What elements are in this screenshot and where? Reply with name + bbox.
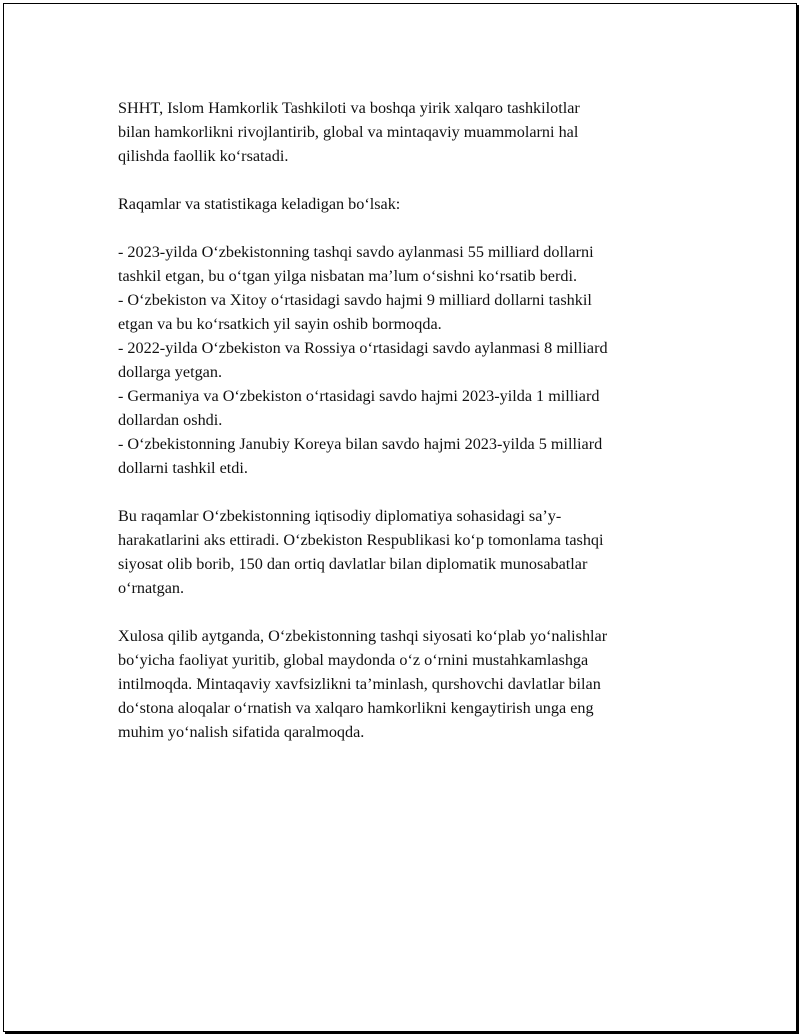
list-item-line: - 2022-yilda O‘zbekiston va Rossiya o‘rtasidagi savdo aylanmasi 8 milliard (118, 339, 608, 357)
text-line: intilmoqda. Mintaqaviy xavfsizlikni ta’minlash, qurshovchi davlatlar bilan (118, 675, 601, 693)
text-line: bilan hamkorlikni rivojlantirib, global va mintaqaviy muammolarni hal (118, 123, 579, 141)
text-line: muhim yo‘nalish sifatida qaralmoqda. (118, 723, 365, 741)
list-item-line: dollarga yetgan. (118, 363, 222, 381)
list-item-line: - O‘zbekistonning Janubiy Koreya bilan savdo hajmi 2023-yilda 5 milliard (118, 435, 603, 453)
paragraph-statistics-heading (118, 192, 698, 216)
text-line: Bu raqamlar O‘zbekistonning iqtisodiy diplomatiya sohasidagi sa’y- (118, 507, 562, 525)
paragraph-statistics-list (118, 240, 698, 480)
list-item-line: tashkil etgan, bu o‘tgan yilga nisbatan ma’lum o‘sishni ko‘rsatib berdi. (118, 267, 578, 285)
paragraph-intro (118, 96, 698, 168)
list-item-line: dollarni tashkil etdi. (118, 459, 248, 477)
text-line: SHHT, Islom Hamkorlik Tashkiloti va boshqa yirik xalqaro tashkilotlar (118, 99, 580, 117)
paragraph-diplomacy (118, 504, 698, 600)
text-line: do‘stona aloqalar o‘rnatish va xalqaro hamkorlikni kengaytirish unga eng (118, 699, 594, 717)
text-line: o‘rnatgan. (118, 579, 185, 597)
list-item-line: etgan va bu ko‘rsatkich yil sayin oshib bormoqda. (118, 315, 442, 333)
text-line: harakatlarini aks ettiradi. O‘zbekiston Respublikasi ko‘p tomonlama tashqi (118, 531, 604, 549)
list-item-line: dollardan oshdi. (118, 411, 223, 429)
text-line: Raqamlar va statistikaga keladigan bo‘lsak: (118, 195, 401, 213)
text-line: siyosat olib borib, 150 dan ortiq davlatlar bilan diplomatik munosabatlar (118, 555, 588, 573)
document-page (3, 3, 797, 1032)
text-line: bo‘yicha faoliyat yuritib, global maydonda o‘z o‘rnini mustahkamlashga (118, 651, 589, 669)
list-item-line: - 2023-yilda O‘zbekistonning tashqi savdo aylanmasi 55 milliard dollarni (118, 243, 594, 261)
list-item-line: - Germaniya va O‘zbekiston o‘rtasidagi savdo hajmi 2023-yilda 1 milliard (118, 387, 600, 405)
text-line: qilishda faollik ko‘rsatadi. (118, 147, 289, 165)
list-item-line: - O‘zbekiston va Xitoy o‘rtasidagi savdo hajmi 9 milliard dollarni tashkil (118, 291, 592, 309)
paragraph-conclusion (118, 624, 698, 744)
text-line: Xulosa qilib aytganda, O‘zbekistonning tashqi siyosati ko‘plab yo‘nalishlar (118, 627, 608, 645)
document-body (118, 96, 698, 768)
